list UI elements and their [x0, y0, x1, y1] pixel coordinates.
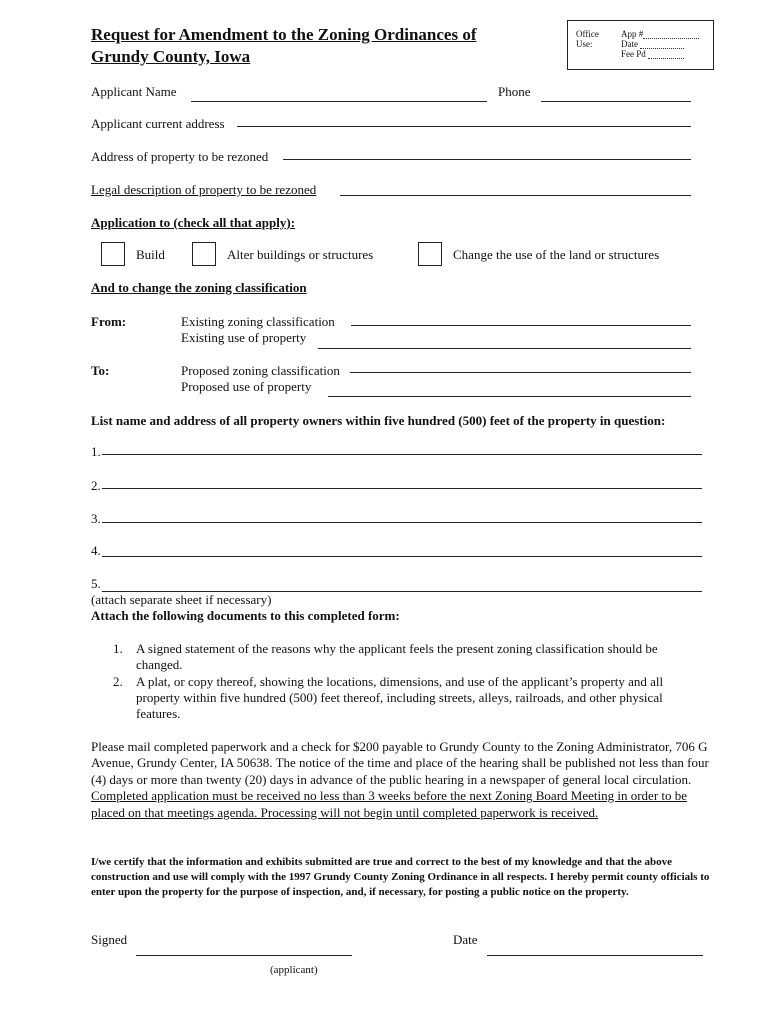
- legal-description-field[interactable]: [340, 195, 691, 196]
- phone-field[interactable]: [541, 101, 691, 102]
- build-label: Build: [136, 247, 165, 262]
- owner-number-3: 3.: [91, 511, 101, 526]
- existing-use-label: Existing use of property: [181, 330, 307, 345]
- attachment-text-1a: A signed statement of the reasons why the applicant feels the present zoning classification should be: [136, 641, 658, 656]
- owner-field-1[interactable]: [102, 454, 702, 455]
- proposed-use-label: Proposed use of property: [181, 379, 312, 394]
- alter-buildings-label: Alter buildings or structures: [227, 247, 374, 262]
- property-address-field[interactable]: [283, 159, 691, 160]
- to-label: To:: [91, 363, 110, 378]
- app-number-field[interactable]: App #: [621, 29, 699, 39]
- office-use-box: [567, 20, 714, 70]
- attachment-text-2a: A plat, or copy thereof, showing the locations, dimensions, and use of the applicant’s property and all: [136, 674, 664, 689]
- applicant-name-field[interactable]: [191, 101, 487, 102]
- attachment-number-2: 2.: [113, 674, 123, 689]
- phone-label: Phone: [498, 84, 531, 99]
- existing-classification-field[interactable]: [351, 325, 691, 326]
- classification-heading: And to change the zoning classification: [91, 280, 307, 295]
- title-line-1: Request for Amendment to the Zoning Ordinances of: [91, 25, 477, 44]
- attachment-text-2c: features.: [136, 706, 181, 721]
- office-label-line-2: Use:: [576, 39, 593, 49]
- applicant-name-label: Applicant Name: [91, 84, 177, 99]
- owner-field-2[interactable]: [102, 488, 702, 489]
- property-address-label: Address of property to be rezoned: [91, 149, 269, 164]
- owner-number-5: 5.: [91, 576, 101, 591]
- existing-classification-label: Existing zoning classification: [181, 314, 335, 329]
- signature-date-field[interactable]: [487, 955, 703, 956]
- from-label: From:: [91, 314, 127, 329]
- instructions-deadline-text: Completed application must be received no less than 3 weeks before the next Zoning Board Meeting in order to be placed on that meetings agenda. Processing will not begin until completed paperwork is received.: [91, 788, 688, 820]
- owner-number-4: 4.: [91, 543, 101, 558]
- proposed-use-field[interactable]: [328, 396, 691, 397]
- owner-field-4[interactable]: [102, 556, 702, 557]
- page-title: [91, 24, 477, 68]
- owners-heading: List name and address of all property owners within five hundred (500) feet of the property in question:: [91, 413, 666, 428]
- applicant-address-field[interactable]: [237, 126, 691, 127]
- build-checkbox[interactable]: [101, 242, 125, 266]
- owner-field-3[interactable]: [102, 522, 702, 523]
- owner-number-2: 2.: [91, 478, 101, 493]
- fee-paid-field[interactable]: Fee Pd: [621, 49, 699, 59]
- owner-number-1: 1.: [91, 444, 101, 459]
- change-use-checkbox[interactable]: [418, 242, 442, 266]
- instructions-paragraph: [91, 739, 716, 821]
- legal-description-label: Legal description of property to be rezoned: [91, 182, 317, 197]
- date-label: Date: [453, 932, 478, 947]
- certification-statement: I/we certify that the information and exhibits submitted are true and correct to the best of my knowledge and that the above construction and use will comply with the 1997 Grundy County Zoning Ordinance in all respects. I hereby permit county officials to enter upon the property for the purpose of inspection, and, if necessary, for posting a public notice on the property.: [91, 856, 710, 898]
- alter-buildings-checkbox[interactable]: [192, 242, 216, 266]
- office-label-line-1: Office: [576, 29, 599, 39]
- title-line-2: Grundy County, Iowa: [91, 47, 251, 66]
- application-heading: Application to (check all that apply):: [91, 215, 296, 230]
- instructions-text: Please mail completed paperwork and a check for $200 payable to Grundy County to the Zoning Administrator, 706 G Avenue, Grundy Center, IA 50638. The notice of the time and place of the hearing shall be published not less than four (4) days or more than twenty (20) days in advance of the public hearing in a newspaper of general local circulation.: [91, 739, 709, 787]
- attachment-number-1: 1.: [113, 641, 123, 656]
- applicant-caption: (applicant): [270, 964, 318, 976]
- attachment-text-2b: property within five hundred (500) feet thereof, including streets, alleys, railroads, and other physical: [136, 690, 663, 705]
- office-use-fields: [621, 29, 699, 59]
- signed-label: Signed: [91, 932, 128, 947]
- attachment-text-1b: changed.: [136, 657, 183, 672]
- office-use-label: [576, 29, 599, 49]
- applicant-address-label: Applicant current address: [91, 116, 225, 131]
- signature-field[interactable]: [136, 955, 352, 956]
- proposed-classification-field[interactable]: [350, 372, 691, 373]
- date-field[interactable]: Date: [621, 39, 699, 49]
- attach-sheet-note: (attach separate sheet if necessary): [91, 592, 272, 607]
- existing-use-field[interactable]: [318, 348, 691, 349]
- change-use-label: Change the use of the land or structures: [453, 247, 660, 262]
- attachments-heading: Attach the following documents to this completed form:: [91, 608, 400, 623]
- proposed-classification-label: Proposed zoning classification: [181, 363, 340, 378]
